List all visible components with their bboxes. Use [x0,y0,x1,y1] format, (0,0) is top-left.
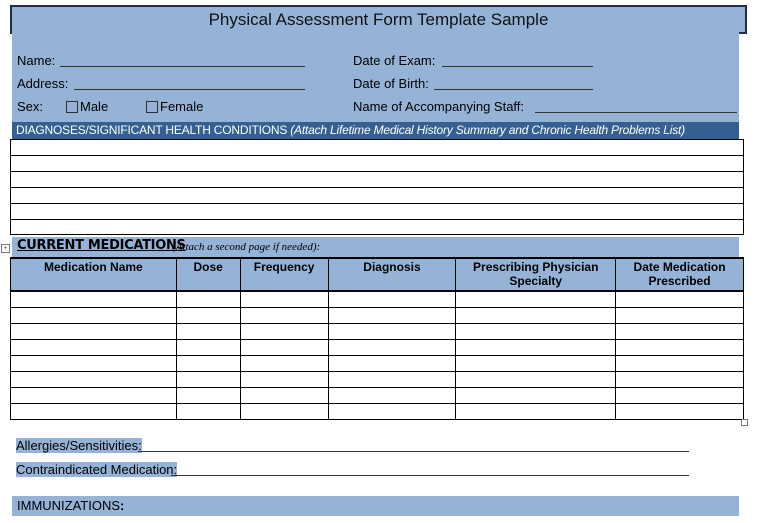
table-cell[interactable] [616,324,744,340]
female-label: Female [160,99,204,114]
diagnoses-heading: DIAGNOSES/SIGNIFICANT HEALTH CONDITIONS [16,123,288,137]
table-cell[interactable] [176,404,240,420]
col-diagnosis: Diagnosis [328,258,456,291]
table-cell[interactable] [176,356,240,372]
table-cell[interactable] [456,324,616,340]
table-cell[interactable] [616,388,744,404]
table-cell[interactable] [240,324,328,340]
table-cell[interactable] [11,388,177,404]
table-cell[interactable] [328,372,456,388]
male-checkbox[interactable] [66,101,78,113]
col-medication-name: Medication Name [11,258,177,291]
table-cell[interactable] [11,340,177,356]
table-cell[interactable] [11,372,177,388]
diagnoses-row[interactable] [11,220,743,236]
diagnoses-row[interactable] [11,140,743,156]
table-cell[interactable] [456,291,616,308]
table-resize-handle-icon[interactable] [741,419,748,426]
female-checkbox[interactable] [146,101,158,113]
form-title: Physical Assessment Form Template Sample [10,5,747,34]
table-cell[interactable] [11,308,177,324]
name-field[interactable] [60,66,305,67]
immunizations-bar [12,496,739,516]
sex-label: Sex: [17,99,44,114]
table-row [11,356,744,372]
accompanying-staff-label: Name of Accompanying Staff: [353,99,525,114]
table-cell[interactable] [328,308,456,324]
diagnoses-table [10,139,744,235]
table-cell[interactable] [456,404,616,420]
table-row [11,308,744,324]
col-prescribing-physician: Prescribing Physician Specialty [456,258,616,291]
diagnoses-heading-bar [12,122,739,139]
table-cell[interactable] [456,340,616,356]
table-row [11,340,744,356]
medications-heading: CURRENT MEDICATIONS [17,238,186,253]
table-cell[interactable] [176,291,240,308]
allergies-field[interactable] [138,451,689,452]
diagnoses-row[interactable] [11,156,743,172]
table-cell[interactable] [240,356,328,372]
col-date-prescribed: Date Medication Prescribed [616,258,744,291]
date-of-birth-label: Date of Birth: [353,76,429,91]
medications-note: (Attach a second page if needed): [172,241,321,253]
table-cell[interactable] [11,324,177,340]
diagnoses-row[interactable] [11,204,743,220]
table-cell[interactable] [616,340,744,356]
table-row [11,388,744,404]
table-cell[interactable] [240,404,328,420]
table-row [11,324,744,340]
table-move-handle-icon[interactable]: + [1,244,10,253]
table-cell[interactable] [616,291,744,308]
address-label: Address: [17,76,69,91]
table-cell[interactable] [328,404,456,420]
table-cell[interactable] [176,388,240,404]
table-cell[interactable] [240,340,328,356]
table-cell[interactable] [456,388,616,404]
table-cell[interactable] [616,404,744,420]
table-cell[interactable] [11,404,177,420]
table-cell[interactable] [176,308,240,324]
table-row [11,372,744,388]
accompanying-staff-field[interactable] [535,112,737,113]
col-dose: Dose [176,258,240,291]
allergies-label: Allergies/Sensitivities: [16,438,142,453]
medications-table [10,257,744,420]
name-label: Name: [17,53,56,68]
table-cell[interactable] [616,372,744,388]
table-cell[interactable] [456,372,616,388]
table-row [11,404,744,420]
table-cell[interactable] [456,356,616,372]
table-row [11,291,744,308]
table-cell[interactable] [616,356,744,372]
table-cell[interactable] [11,356,177,372]
date-of-birth-field[interactable] [434,89,593,90]
diagnoses-row[interactable] [11,172,743,188]
male-label: Male [80,99,109,114]
table-cell[interactable] [328,291,456,308]
table-cell[interactable] [11,291,177,308]
table-cell[interactable] [240,388,328,404]
immunizations-label: IMMUNIZATIONS [17,498,121,513]
table-cell[interactable] [328,324,456,340]
table-cell[interactable] [240,372,328,388]
table-cell[interactable] [616,308,744,324]
table-cell[interactable] [328,340,456,356]
col-frequency: Frequency [240,258,328,291]
diagnoses-note: (Attach Lifetime Medical History Summary and Chronic Health Problems List) [290,123,685,137]
table-cell[interactable] [176,372,240,388]
table-cell[interactable] [240,291,328,308]
table-cell[interactable] [240,308,328,324]
contraindicated-label: Contraindicated Medication: [16,462,178,477]
immunizations-colon: : [120,498,125,513]
table-cell[interactable] [456,308,616,324]
address-field[interactable] [74,89,305,90]
diagnoses-row[interactable] [11,188,743,204]
contraindicated-field[interactable] [171,475,689,476]
table-cell[interactable] [176,340,240,356]
date-of-exam-label: Date of Exam: [353,53,436,68]
table-cell[interactable] [328,356,456,372]
date-of-exam-field[interactable] [442,66,593,67]
table-cell[interactable] [328,388,456,404]
table-cell[interactable] [176,324,240,340]
